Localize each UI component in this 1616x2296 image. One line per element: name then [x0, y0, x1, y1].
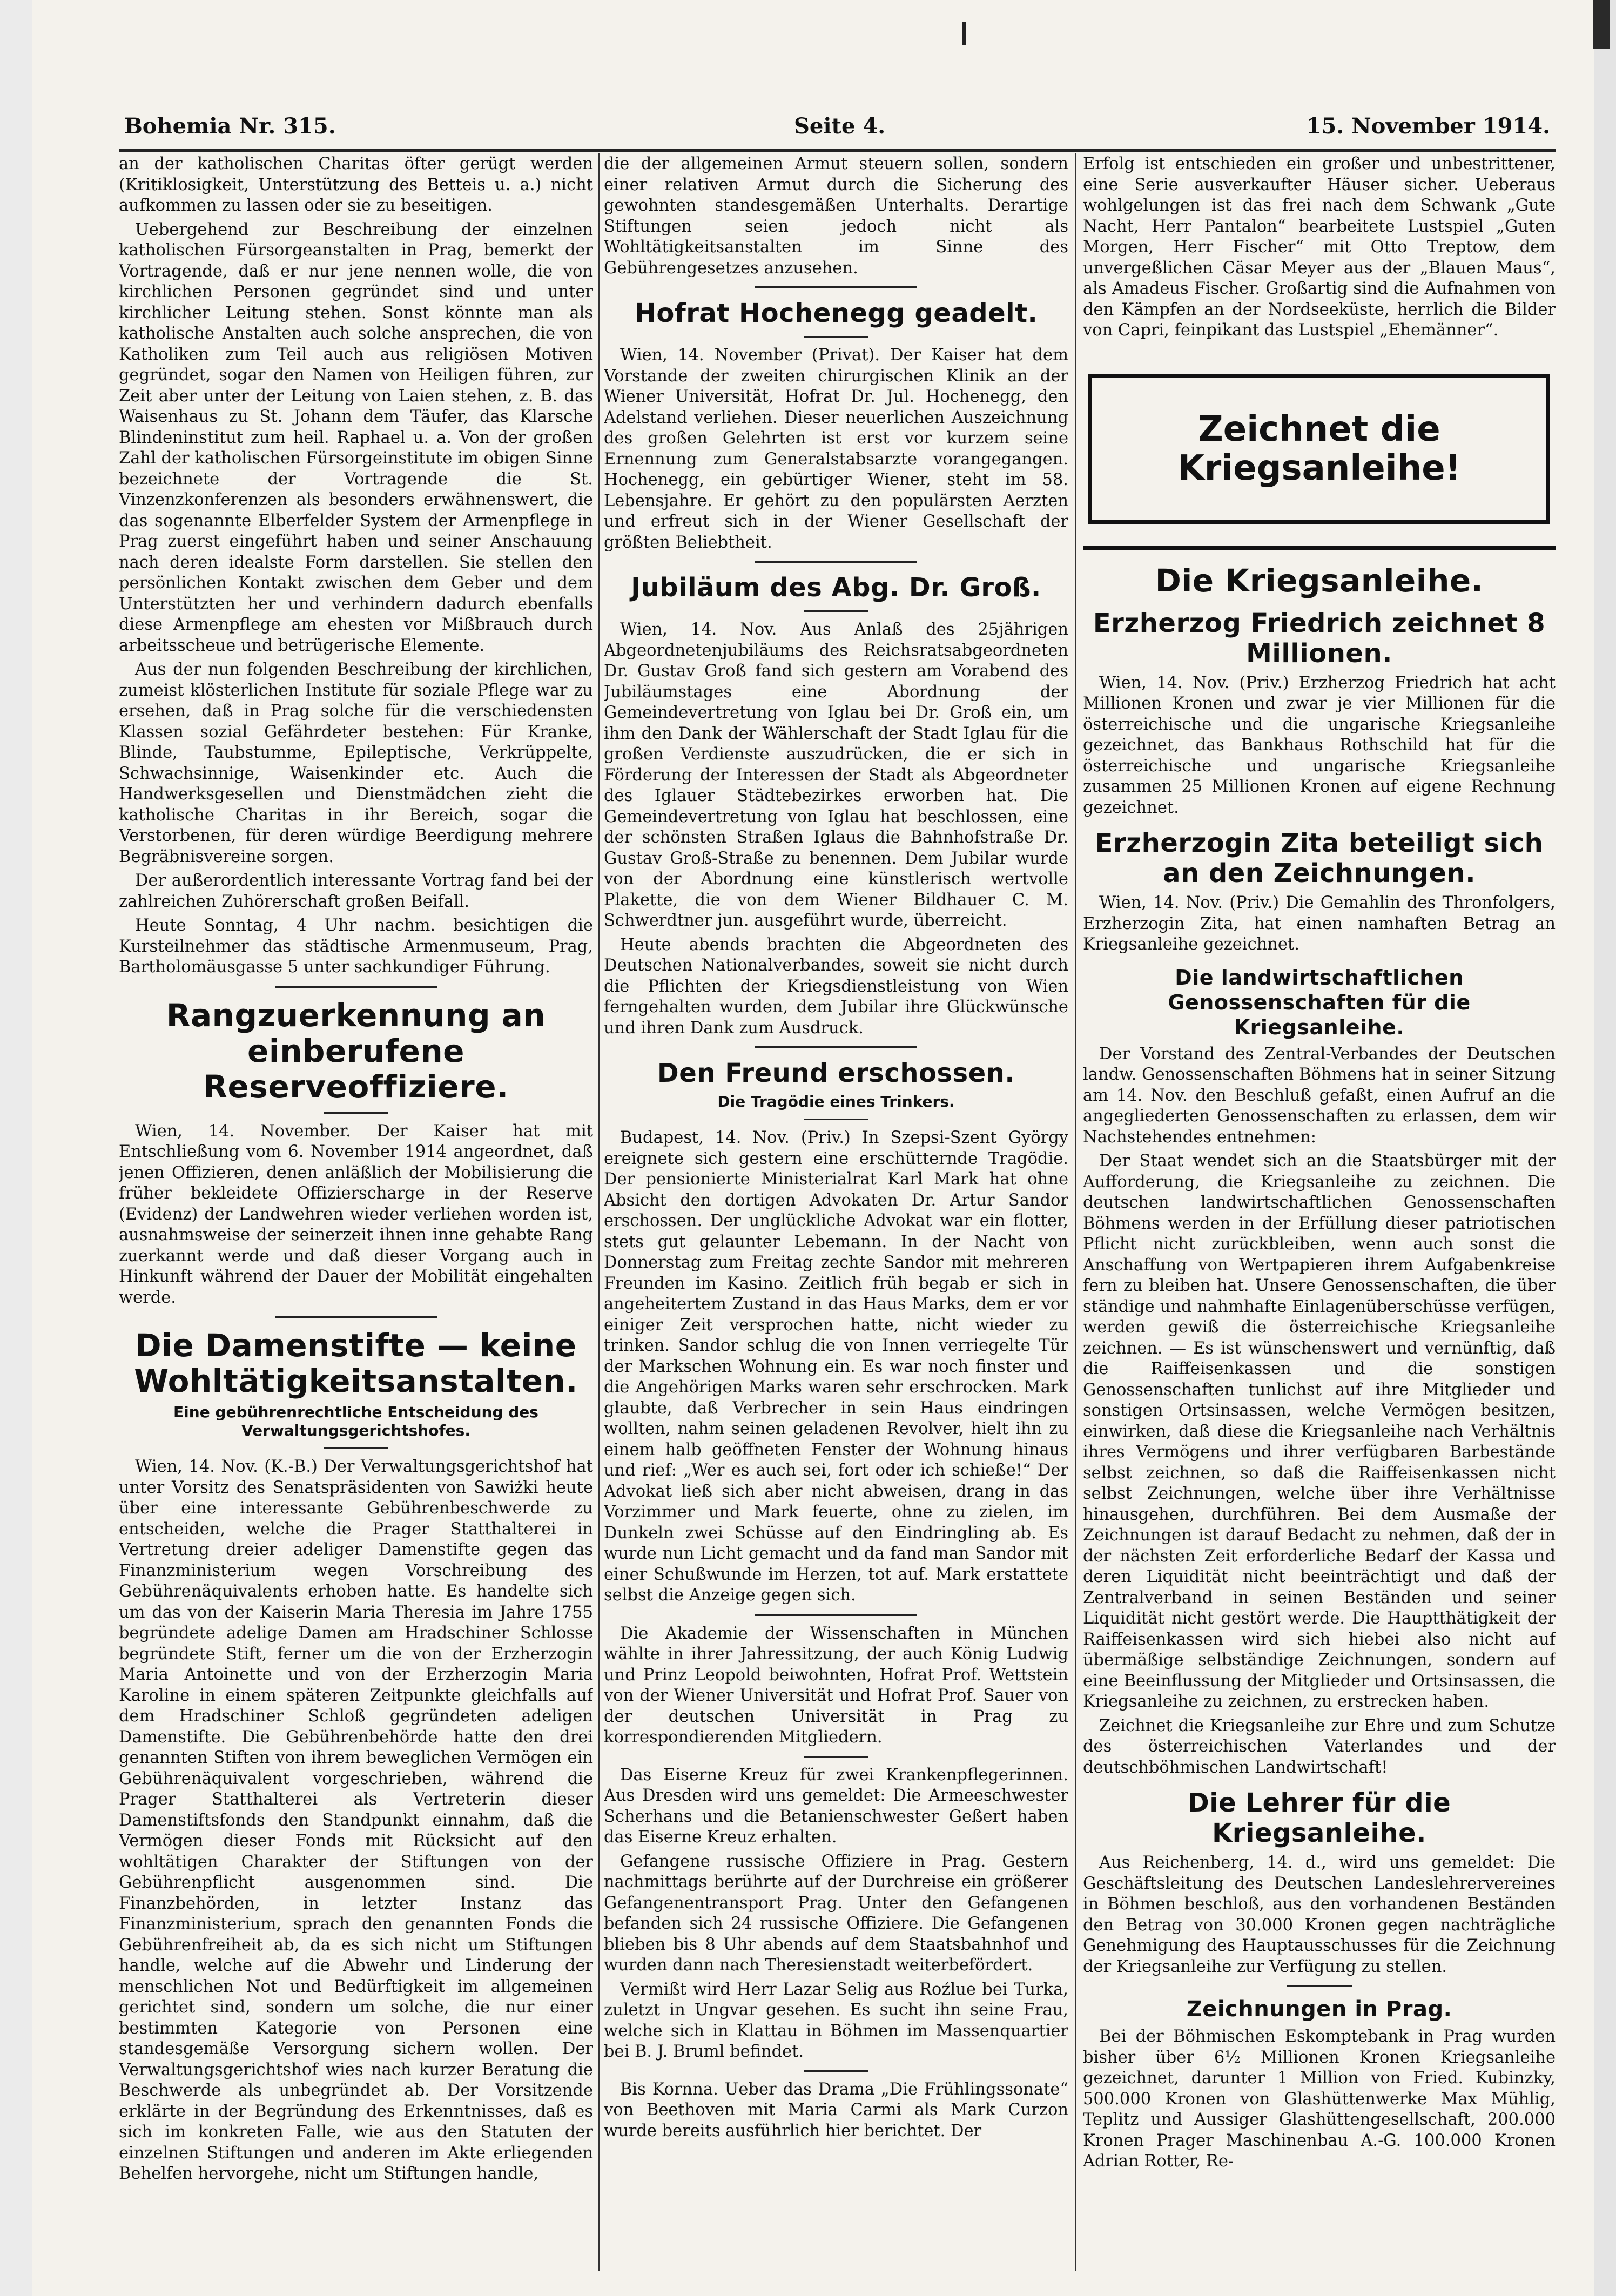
column-3 — [1083, 154, 1556, 2271]
paragraph: Aus der nun folgenden Beschreibung der kirchlichen, zumeist klösterlichen Institute für soziale Pflege war zu ersehen, daß in Prag solche für die verschiedensten Klassen sozial Gefährdeter bestehen: Für Kranke, Blinde, Taubstumme, Epileptische, Verkrüppelte, Schwachsinnige, Waisenkinder etc. Auch die Handwerksgesellen und Dienstmädchen zieht die katholische Charitas in ihr Bereich, sogar die Verstorbenen, für deren würdige Beerdigung mehrere Begräbnisvereine sorgen. — [119, 660, 593, 866]
headline-zeichnungen-prag: Zeichnungen in Prag. — [1186, 1997, 1452, 2022]
paragraph: Wien, 14. November. Der Kaiser hat mit Entschließung vom 6. November 1914 angeordnet, daß jenen Offizieren, denen anläßlich der Mobilisierung die früher bekleidete Offizierscharge in der Reserve (Evidenz) der Landwehren wieder verliehen worden ist, ausnahmsweise der seinerzeit ihnen inne gehabte Rang zuerkannt werde und daß dieser Vorgang auch in Hinkunft während der Dauer der Mobilität eingehalten werde. — [119, 1121, 593, 1307]
column-rule-2 — [1075, 153, 1076, 2271]
section-rule — [1083, 546, 1556, 550]
paragraph: Budapest, 14. Nov. (Priv.) In Szepsi-Szent György ereignete sich gestern eine erschütternde Tragödie. Der pensionierte Ministerialrat Karl Mark hat ohne Absicht den dortigen Advokaten Dr. Artur Sandor erschossen. Der unglückliche Advokat war ein flotter, stets gut gelaunter Lebemann. In der Nacht von Donnerstag zum Freitag zechte Sandor mit mehreren Freunden im Kasino. Zeitlich früh begab er sich in angeheitertem Zustand in das Haus Marks, dem er vor einiger Zeit versprochen hatte, nicht wieder zu trinken. Sandor schlug die von Innen verriegelte Tür der Markschen Wohnung ein. Es war noch finster und die Angehörigen Marks waren sehr erschrocken. Mark glaubte, daß Verbrecher in sein Haus eindringen wollten, nahm seinen geladenen Revolver, hielt ihn zu einem halb geöffneten Fenster der Wohnung hinaus und rief: „Wer es auch sei, fort oder ich schieße!“ Der Advokat ließ sich aber nicht abweisen, drang in das Vorzimmer und Mark feuerte, ohne zu zielen, im Dunkeln zwei Schüsse auf den Eindringling ab. Es wurde nun Licht gemacht und da fand man Sandor mit einer Schußwunde im Herzen, tot auf. Mark erstattete selbst die Anzeige gegen sich. — [604, 1128, 1068, 1605]
news-item: Vermißt wird Herr Lazar Selig aus Roźlue bei Turka, zuletzt in Ungvar gesehen. Es sucht ihn seine Frau, welche sich in Klattau in Böhmen im Massenquartier bei B. J. Bruml befindet. — [604, 1979, 1068, 2061]
paragraph: Wien, 14. November (Privat). Der Kaiser hat dem Vorstande der zweiten chirurgischen Klinik an der Wiener Universität, Hofrat Dr. Jul. Hochenegg, den Adelstand verliehen. Dieser neuerlichen Auszeichnung des großen Gelehrten ist erst vor kurzem seine Ernennung zum Generalstabsarzte vorangegangen. Hochenegg, ein gebürtiger Wiener, steht im 58. Lebensjahre. Er gehört zu den populärsten Aerzten und erfreut sich in der Wiener Gesellschaft der größten Beliebtheit. — [604, 346, 1068, 552]
scan-mark-top — [962, 22, 966, 45]
separator — [804, 336, 868, 338]
paragraph: Wien, 14. Nov. (Priv.) Die Gemahlin des Thronfolgers, Erzherzogin Zita, hat einen namhaften Betrag an Kriegsanleihe gezeichnet. — [1083, 893, 1556, 954]
headline-genossenschaften: Die landwirtschaftlichen Genossenschaften für die Kriegsanleihe. — [1168, 965, 1471, 1039]
separator — [804, 2070, 868, 2072]
page-header — [124, 108, 1550, 146]
header-rule — [119, 149, 1556, 152]
headline-erzherzogin-zita: Erzherzogin Zita beteiligt sich an den Zeichnungen. — [1095, 828, 1544, 888]
scan-margin-right — [1594, 0, 1616, 2296]
separator — [275, 986, 437, 988]
paragraph: Wien, 14. Nov. Aus Anlaß des 25jährigen Abgeordnetenjubiläums des Reichsratsabgeordneten Dr. Gustav Groß fand sich gestern am Vorabend des Jubiläumstages eine Abordnung der Gemeindevertretung von Iglau bei Dr. Groß ein, um ihm den Dank der Wählerschaft der Stadt Iglau für die großen Verdienste auszudrücken, die er sich in Förderung der Interessen der Stadt als Abgeordneter des Iglauer Städtebezirkes erworben hat. Die Gemeindevertretung von Iglau hat beschlossen, eine der schönsten Straßen Iglaus die Bahnhofstraße Dr. Gustav Groß-Straße zu benennen. Dem Jubilar wurde von der Abordnung eine künstlerisch wertvolle Plakette, die von dem Wiener Bildhauer C. M. Schwerdtner jun. ausgeführt wurde, überreicht. — [604, 620, 1068, 930]
paragraph: Aus Reichenberg, 14. d., wird uns gemeldet: Die Geschäftsleitung des Deutschen Landeslehrervereines in Böhmen beschloß, aus den vorhandenen Beständen den Betrag von 30.000 Kronen gegen nachträgliche Genehmigung des Hauptausschusses für die Zeichnung der Kriegsanleihe zur Verfügung zu stellen. — [1083, 1853, 1556, 1976]
scan-margin-left — [0, 0, 32, 2296]
header-newspaper-issue: Bohemia Nr. 315. — [124, 113, 336, 139]
news-item: Bis Kornna. Ueber das Drama „Die Frühlingssonate“ von Beethoven mit Maria Carmi als Mark Curzon wurde bereits ausführlich hier berichtet. Der — [604, 2079, 1068, 2140]
separator — [755, 1614, 917, 1616]
paragraph: Uebergehend zur Beschreibung der einzelnen katholischen Fürsorgeanstalten in Prag, bemerkt der Vortragende, daß er nur jene nennen wolle, die von kirchlichen Personen gegründet sind und unter kirchlicher Leitung stehen. Sonst könnte man als katholische Anstalten auch solche ansprechen, die von Katholiken zum Teil auch aus religiösen Motiven gegründet, sogar den Namen von Heiligen führen, zur Zeit aber unter der Leitung von Laien stehen, z. B. das Waisenhaus zu St. Johann dem Täufer, das Klarsche Blindeninstitut zum heil. Raphael u. a. Von der großen Zahl der katholischen Fürsorgeinstitute im obigen Sinne bezeichnete der Vortragende die St. Vinzenzkonferenzen als besonders erwähnenswert, die das sogenannte Elberfelder System der Armenpflege in Prag zuerst eingeführt haben und seiner Anschauung nach deren idealste Form darstellen. Sie stellen den persönlichen Kontakt zwischen dem Geber und dem Unterstützten her und verhindern dadurch ebenfalls diese Armenpflege am ehesten vor Mißbrauch durch arbeitsscheue und betrügerische Elemente. — [119, 220, 593, 655]
article-continuation: an der katholischen Charitas öfter gerügt werden (Kritiklosigkeit, Unterstützung des Betteis u. a.) nicht aufkommen zu lassen oder sie zu beseitigen. — [119, 154, 593, 215]
paragraph: Der Vorstand des Zentral-Verbandes der Deutschen landw. Genossenschaften Böhmens hat in seiner Sitzung am 14. Nov. den Beschluß gefaßt, einen Aufruf an die angegliederten Genossenschaften zu erlassen, dem wir Nachstehendes entnehmen: — [1083, 1044, 1556, 1147]
separator — [755, 286, 917, 288]
paragraph: Der Staat wendet sich an die Staatsbürger mit der Aufforderung, die Kriegsanleihe zu zeichnen. Die deutschen landwirtschaftlichen Genossenschaften Böhmens werden in der Erfüllung dieser patriotischen Pflicht nicht zurückbleiben, wenn auch sonst die Anschaffung von Wertpapieren ihrem Aufgabenkreise fern zu bleiben hat. Unsere Genossenschaften, die über ständige und nahmhafte Einlagenüberschüsse verfügen, werden gewiß die österreichische Kriegsanleihe zeichnen. — Es ist wünschenswert und vernünftig, daß die Raiffeisenkassen und die sonstigen Genossenschaften tunlichst auf ihre Mitglieder und sonstigen Ortsinsassen, welche Vermögen besitzen, einwirken, daß diese die Kriegsanleihe nach Verhältnis ihres Vermögens und ihrer verfügbaren Barbestände selbst zeichnen, so daß die Raiffeisenkassen nicht selbst Zeichnungen, welche über ihre Verhältnisse hinausgehen, durchführen. Bei dem Ausmaße der Zeichnungen ist darauf Bedacht zu nehmen, daß der in der nächsten Zeit erforderliche Bedarf der Kassa und deren Liquidität nicht beeinträchtigt und daß der Zentralverband in seinen Beständen und seiner Liquidität nicht gestört werde. Die Hauptthätigkeit der Raiffeisenkassen wird sich hiebei also nicht auf übermäßige selbständige Zeichnungen, sondern auf eine Beeinflussung der Mitglieder und Ortsinsassen, die Kriegsanleihe zu zeichnen, zu erstrecken haben. — [1083, 1152, 1556, 1711]
news-item: Gefangene russische Offiziere in Prag. Gestern nachmittags berührte auf der Durchreise ein größerer Gefangenentransport Prag. Unter den Gefangenen befanden sich 24 russische Offiziere. Die Gefangenen blieben bis 8 Uhr abends auf dem Staatsbahnhof und wurden dann nach Theresienstadt weiterbefördert. — [604, 1851, 1068, 1975]
separator — [1287, 1985, 1352, 1987]
headline-kriegsanleihe: Die Kriegsanleihe. — [1155, 562, 1484, 599]
article-continuation: die der allgemeinen Armut steuern sollen, sondern einer relativen Armut durch die Sicherung des gewohnten standesgemäßen Unterhalts. Derartige Stiftungen seien jedoch nicht als Wohltätigkeitsanstalten im Sinne des Gebührengesetzes anzusehen. — [604, 154, 1068, 278]
separator — [324, 1112, 388, 1114]
header-page-number: Seite 4. — [794, 113, 886, 139]
paragraph: Bei der Böhmischen Eskomptebank in Prag wurden bisher über 6½ Millionen Kronen Kriegsanleihe gezeichnet, darunter 1 Million von Fried. Kubinzky, 500.000 Kronen von Glashüttenwerke Max Mühlig, Teplitz und Aussiger Glashüttengesellschaft, 200.000 Kronen Prager Maschinenbau A.-G. 100.000 Kronen Adrian Rotter, Re- — [1083, 2027, 1556, 2171]
separator — [324, 1447, 388, 1449]
paragraph: Wien, 14. Nov. (K.-B.) Der Verwaltungsgerichtshof hat unter Vorsitz des Senatspräsidenten von Sawiżki heute über eine interessante Gebührenbeschwerde zu entscheiden, welche die Prager Statthalterei in Vertretung dreier adeliger Damenstifte gegen das Finanzministerium wegen Vorschreibung des Gebührenäquivalents erhoben hatte. Es handelte sich um das von der Kaiserin Maria Theresia im Jahre 1755 begründete adelige Damen am Hradschiner Schlosse begründete Stift, ferner um die von der Erzherzogin Maria Antoinette und von der Erzherzogin Maria Karoline in einem späteren Zeitpunkte gleichfalls auf dem Hradschiner Schloß gegründeten adeligen Damenstifte. Die Gebührenbehörde hatte den drei genannten Stiften von ihrem beweglichen Vermögen ein Gebührenäquivalent vorgeschrieben, während die Prager Statthalterei als Vertreterin dieser Damenstiftsfonds den Standpunkt einnahm, daß die Vermögen dieser Fonds mit Rücksicht auf den wohltätigen Charakter der Stiftungen von der Gebührenpflicht ausgenommen sind. Die Finanzbehörden, in letzter Instanz das Finanzministerium, sprach den genannten Fonds die Gebührenfreiheit ab, da es sich nicht um Stiftungen handle, welche auf die Abwehr und Linderung der menschlichen Not und Bedürftigkeit im allgemeinen gerichtet sind, sondern um solche, die nur einer bestimmten Kategorie von Personen eine standesgemäße Versorgung sichern wollen. Der Verwaltungsgerichtshof wies nach kurzer Beratung die Beschwerde als unbegründet ab. Der Vorsitzende erklärte in der Begründung des Erkenntnisses, daß es sich im konkreten Falle, wie aus den Statuten der einzelnen Stiftungen und anderen im Akte erliegenden Behelfen hervorgehe, nicht um Stiftungen handle, — [119, 1457, 593, 2183]
news-item: Die Akademie der Wissenschaften in München wählte in ihrer Jahressitzung, der auch König Ludwig und Prinz Leopold beiwohnten, Hofrat Prof. Wettstein von der Wiener Universität und Hofrat Prof. Sauer von der deutschen Universität in Prag zu korrespondierenden Mitgliedern. — [604, 1624, 1068, 1747]
paragraph: Der außerordentlich interessante Vortrag fand bei der zahlreichen Zuhörerschaft großen Beifall. — [119, 871, 593, 911]
header-date: 15. November 1914. — [1306, 113, 1550, 139]
paragraph: Zeichnet die Kriegsanleihe zur Ehre und zum Schutze des österreichischen Vaterlandes und der deutschböhmischen Landwirtschaft! — [1083, 1716, 1556, 1777]
separator — [804, 1756, 868, 1758]
headline-erzherzog-friedrich: Erzherzog Friedrich zeichnet 8 Millionen. — [1093, 608, 1546, 669]
headline-jubilaeum: Jubiläum des Abg. Dr. Groß. — [631, 573, 1041, 603]
headline-hochenegg: Hofrat Hochenegg geadelt. — [634, 298, 1038, 328]
column-1 — [119, 154, 593, 2271]
separator — [275, 1316, 437, 1318]
headline-lehrer: Die Lehrer für die Kriegsanleihe. — [1187, 1788, 1451, 1848]
advertisement-box: Zeichnet die Kriegsanleihe! — [1088, 374, 1550, 524]
paragraph: Heute Sonntag, 4 Uhr nachm. besichtigen die Kursteilnehmer das städtische Armenmuseum, Prag, Bartholomäusgasse 5 unter sachkundiger Führung. — [119, 916, 593, 977]
separator — [755, 1046, 917, 1048]
scan-mark-corner — [1593, 0, 1610, 49]
news-item: Das Eiserne Kreuz für zwei Krankenpflegerinnen. Aus Dresden wird uns gemeldet: Die Armeeschwester Scherhans und die Betanienschwester Geßert haben das Eiserne Kreuz erhalten. — [604, 1765, 1068, 1847]
separator — [755, 561, 917, 563]
paragraph: Heute abends brachten die Abgeordneten des Deutschen Nationalverbandes, soweit sie nicht durch die Pflichten der Kriegsdienstleistung von Wien ferngehalten wurden, dem Jubilar ihre Glückwünsche und ihren Dank zum Ausdruck. — [604, 935, 1068, 1038]
column-2 — [604, 154, 1068, 2271]
separator — [804, 1119, 868, 1120]
column-rule-1 — [598, 153, 600, 2271]
headline-freund-erschossen: Den Freund erschossen. — [657, 1058, 1015, 1088]
headline-rangzuerkennung: Rangzuerkennung an einberufene Reserveoffiziere. — [166, 996, 546, 1105]
article-continuation: Erfolg ist entschieden ein großer und unbestrittener, eine Serie ausverkaufter Häuser sicher. Ueberaus wohlgelungen ist das frei nach dem Schwank „Gute Nacht, Herr Pantalon“ bearbeitete Lustspiel „Guten Morgen, Herr Fischer“ mit Otto Treptow, dem unvergeßlichen Cäsar Meyer aus der „Blauen Maus“, als Amadeus Fischer. Großartig sind die Aufnahmen von den Kämpfen an der Nordseeküste, herrlich die Bilder von Capri, feinpikant das Lustspiel „Ehemänner“. — [1083, 154, 1556, 340]
separator — [804, 610, 868, 612]
subheadline: Die Tragödie eines Trinkers. — [717, 1093, 955, 1110]
headline-damenstifte: Die Damenstifte — keine Wohltätigkeitsanstalten. — [134, 1327, 578, 1399]
paragraph: Wien, 14. Nov. (Priv.) Erzherzog Friedrich hat acht Millionen Kronen und zwar je vier Millionen für die österreichische und die ungarische Kriegsanleihe gezeichnet, das Bankhaus Rothschild hat für die österreichische und ungarische Kriegsanleihe zusammen 25 Millionen Kronen auf eigene Rechnung gezeichnet. — [1083, 673, 1556, 817]
subheadline: Eine gebührenrechtliche Entscheidung des Verwaltungsgerichtshofes. — [173, 1403, 538, 1439]
